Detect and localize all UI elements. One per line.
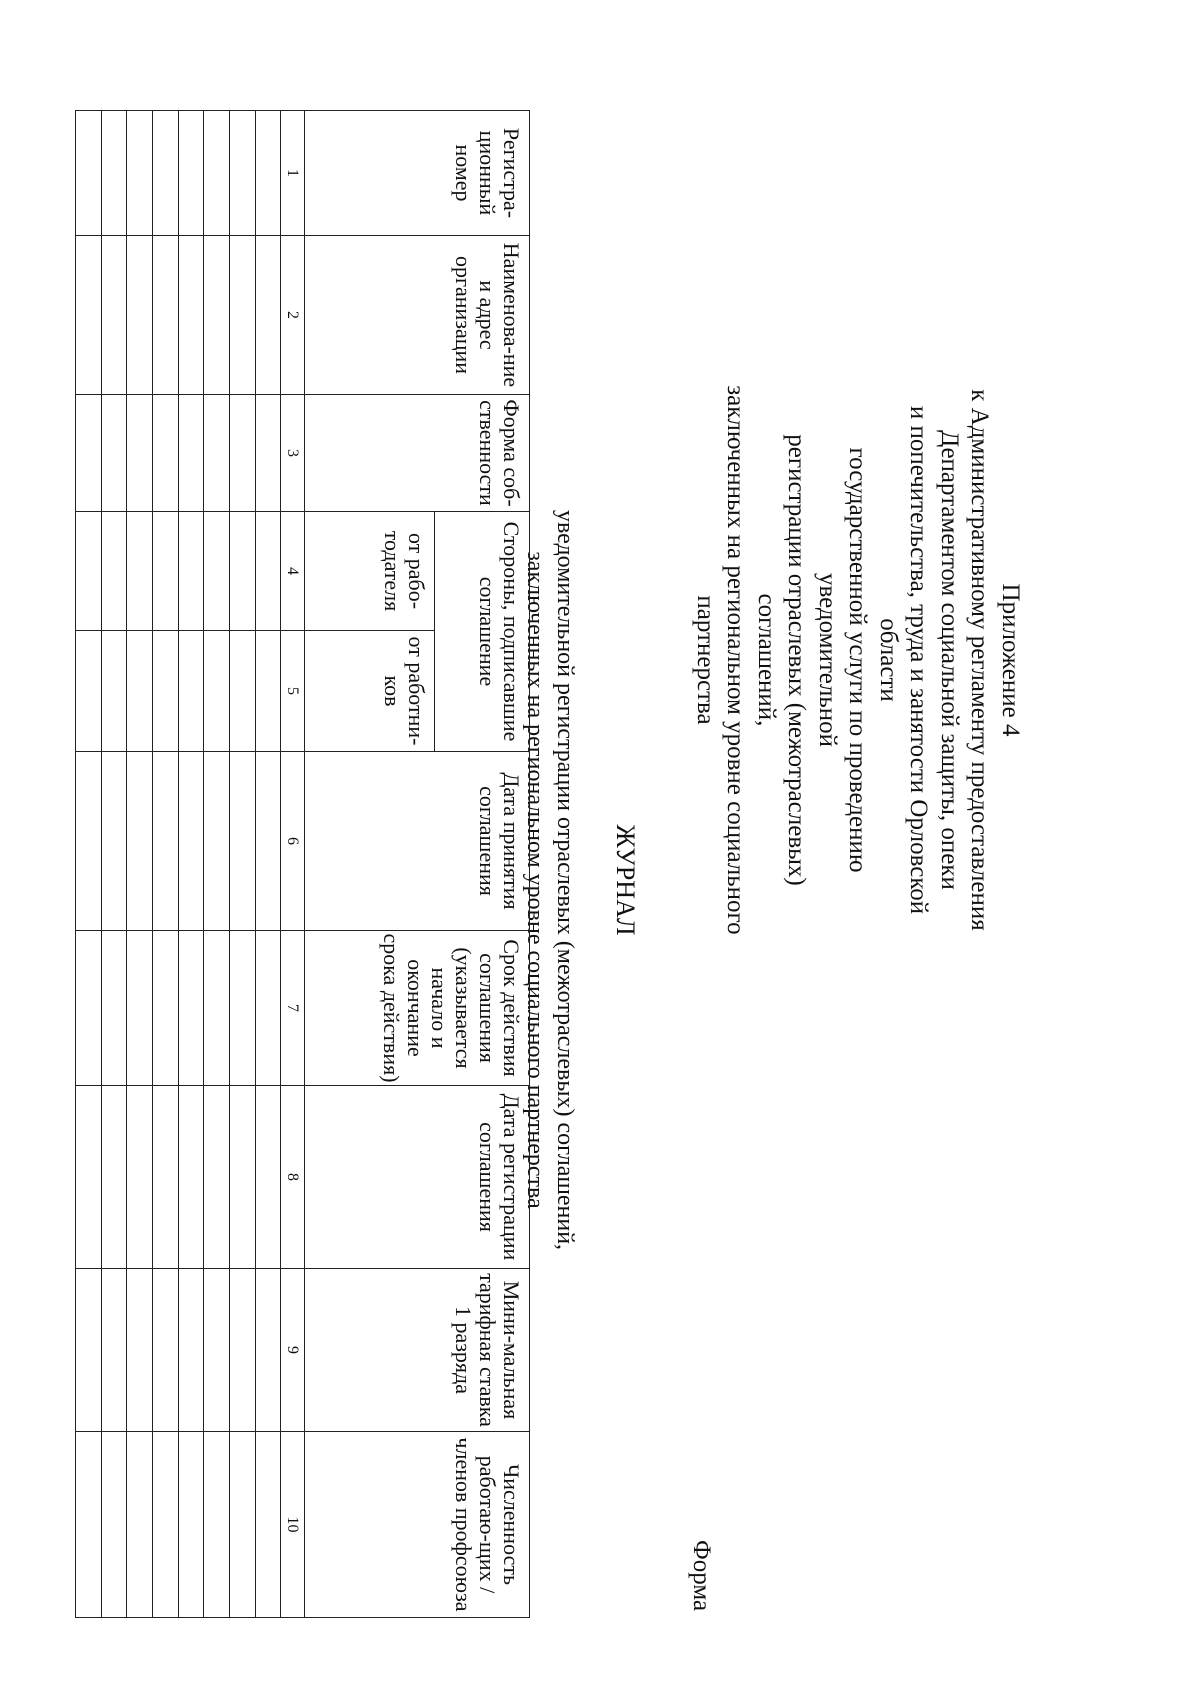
table-row: [178, 111, 204, 1618]
column-number: 2: [281, 236, 304, 395]
table-cell: [204, 512, 230, 631]
table-cell: [255, 1086, 281, 1269]
annex-line: партнерства: [692, 595, 719, 725]
table-cell: [229, 395, 255, 512]
journal-title: ЖУРНАЛ: [611, 824, 640, 936]
table-cell: [127, 631, 153, 752]
table-cell: [127, 1086, 153, 1269]
table-cell: [152, 512, 178, 631]
column-number: 8: [281, 1086, 304, 1269]
table-cell: [178, 752, 204, 931]
table-cell: [255, 111, 281, 236]
table-row: [76, 111, 102, 1618]
table-cell: [229, 752, 255, 931]
table-row: [229, 111, 255, 1618]
table-cell: [178, 1432, 204, 1618]
table-row: [152, 111, 178, 1618]
header-adoption-date: Дата принятия соглашения: [304, 752, 529, 931]
table-cell: [255, 236, 281, 395]
column-number: 7: [281, 931, 304, 1086]
table-cell: [178, 111, 204, 236]
table-cell: [204, 931, 230, 1086]
table-cell: [204, 1269, 230, 1432]
header-row: [435, 111, 530, 1618]
table-cell: [229, 1269, 255, 1432]
annex-line: Департаментом социальной защиты, опеки: [936, 430, 963, 890]
table-cell: [204, 1432, 230, 1618]
column-number-row: [281, 111, 304, 1618]
header-ownership-form: Форма соб-ственности: [304, 395, 529, 512]
table-cell: [204, 631, 230, 752]
header-validity-period: Срок действия соглашения (указывается начало и окончание срока действия): [304, 931, 529, 1086]
table-cell: [204, 752, 230, 931]
table-cell: [76, 1269, 102, 1432]
table-cell: [127, 931, 153, 1086]
journal-subtitle-line: заключенных на региональном уровне социального партнерства: [522, 551, 548, 1209]
table-cell: [255, 752, 281, 931]
table-cell: [101, 1086, 127, 1269]
table-cell: [255, 512, 281, 631]
table-cell: [178, 631, 204, 752]
table-cell: [152, 395, 178, 512]
table-cell: [152, 1432, 178, 1618]
header-registration-date: Дата регистрации соглашения: [304, 1086, 529, 1269]
header-from-employees: от работни-ков: [304, 631, 435, 752]
column-number: 6: [281, 752, 304, 931]
table-cell: [76, 1086, 102, 1269]
table-cell: [178, 931, 204, 1086]
table-row: [101, 111, 127, 1618]
column-number: 5: [281, 631, 304, 752]
table-cell: [127, 752, 153, 931]
table-cell: [76, 631, 102, 752]
table-cell: [204, 236, 230, 395]
table-cell: [76, 1432, 102, 1618]
table-cell: [127, 1432, 153, 1618]
registration-journal-table: [75, 110, 530, 1618]
table-cell: [204, 395, 230, 512]
table-cell: [152, 111, 178, 236]
header-from-employer: от рабо-тодателя: [304, 512, 435, 631]
table-cell: [101, 1432, 127, 1618]
table-cell: [178, 1086, 204, 1269]
table-cell: [229, 512, 255, 631]
table-cell: [101, 395, 127, 512]
annex-line: и попечительства, труда и занятости Орловской области: [875, 405, 933, 915]
annex-line: заключенных на региональном уровне социального: [722, 385, 750, 935]
table-cell: [101, 931, 127, 1086]
table-cell: [178, 395, 204, 512]
table-cell: [76, 931, 102, 1086]
table-cell: [229, 1432, 255, 1618]
table-cell: [255, 395, 281, 512]
table-cell: [127, 395, 153, 512]
table-cell: [152, 1086, 178, 1269]
empty-rows: [76, 111, 281, 1618]
table-cell: [255, 1269, 281, 1432]
table-cell: [229, 931, 255, 1086]
table-cell: [127, 1269, 153, 1432]
column-number: 9: [281, 1269, 304, 1432]
table-cell: [178, 236, 204, 395]
table-cell: [229, 236, 255, 395]
table-cell: [178, 512, 204, 631]
table-cell: [127, 512, 153, 631]
table-cell: [204, 111, 230, 236]
table-cell: [152, 931, 178, 1086]
table-cell: [127, 111, 153, 236]
column-number: 1: [281, 111, 304, 236]
table-row: [204, 111, 230, 1618]
table-cell: [229, 631, 255, 752]
column-number: 3: [281, 395, 304, 512]
table-cell: [76, 395, 102, 512]
journal-subtitle: [520, 380, 610, 1380]
header-signing-parties: Стороны, подписавшие соглашение: [435, 512, 530, 752]
table-cell: [76, 236, 102, 395]
table-row: [255, 111, 281, 1618]
table-cell: [127, 236, 153, 395]
annex-header: [690, 380, 1026, 940]
table-cell: [76, 111, 102, 236]
table-cell: [101, 111, 127, 236]
annex-line: к Административному регламенту предоставления: [966, 389, 994, 931]
table-cell: [204, 1086, 230, 1269]
table-cell: [101, 236, 127, 395]
header-employee-count: Численность работаю-щих / членов профсоюза: [304, 1432, 529, 1618]
table-cell: [152, 236, 178, 395]
table-cell: [152, 631, 178, 752]
header-org-name-address: Наименова-ние и адрес организации: [304, 236, 529, 395]
table-cell: [178, 1269, 204, 1432]
table-cell: [255, 631, 281, 752]
form-label: Форма: [688, 1540, 715, 1612]
table-cell: [152, 1269, 178, 1432]
table-cell: [229, 1086, 255, 1269]
annex-line: Приложение 4: [997, 583, 1024, 737]
table-cell: [101, 1269, 127, 1432]
header-reg-number: Регистра-ционный номер: [304, 111, 529, 236]
table-cell: [101, 512, 127, 631]
table-row: [127, 111, 153, 1618]
header-min-tariff-rate: Мини-мальная тарифная ставка 1 разряда: [304, 1269, 529, 1432]
annex-line: регистрации отраслевых (межотраслевых) соглашений,: [753, 434, 811, 886]
table-cell: [76, 752, 102, 931]
table-cell: [255, 1432, 281, 1618]
journal-subtitle-line: уведомительной регистрации отраслевых (межотраслевых) соглашений,: [552, 509, 578, 1251]
table-cell: [255, 931, 281, 1086]
column-number: 4: [281, 512, 304, 631]
annex-line: государственной услуги по проведению уведомительной: [814, 447, 872, 873]
table-cell: [101, 631, 127, 752]
column-number: 10: [281, 1432, 304, 1618]
table-cell: [229, 111, 255, 236]
table-cell: [152, 752, 178, 931]
table-cell: [76, 512, 102, 631]
table-cell: [101, 752, 127, 931]
